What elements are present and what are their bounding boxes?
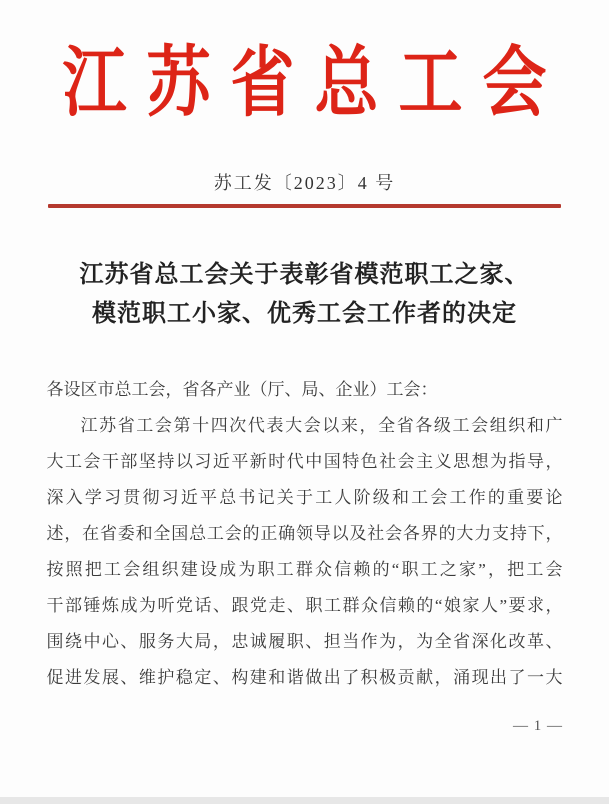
document-title: [0, 256, 609, 334]
body-line: 干部锤炼成为听党话、跟党走、职工群众信赖的“娘家人”要求，: [46, 596, 563, 615]
document-number: 苏工发〔2023〕4 号: [213, 173, 396, 193]
body-line: 促进发展、维护稳定、构建和谐做出了积极贡献，涌现出了一大: [46, 668, 563, 687]
body-line: 深入学习贯彻习近平总书记关于工人阶级和工会工作的重要论: [46, 488, 563, 507]
agency-masthead: 江苏省总工会: [62, 40, 567, 126]
scan-edge-strip: [0, 797, 609, 804]
red-divider-rule: [48, 204, 561, 208]
body-line: 围绕中心、服务大局，忠诚履职、担当作为，为全省深化改革、: [46, 632, 563, 651]
body-line: 按照把工会组织建设成为职工群众信赖的“职工之家”，把工会: [46, 560, 563, 579]
body-line: 江苏省工会第十四次代表大会以来，全省各级工会组织和广: [80, 416, 563, 435]
document-title-line-2: 模范职工小家、优秀工会工作者的决定: [92, 301, 517, 327]
body-line: 大工会干部坚持以习近平新时代中国特色社会主义思想为指导，: [46, 452, 563, 471]
document-title-line-1: 江苏省总工会关于表彰省模范职工之家、: [79, 262, 530, 288]
page-number: — 1 —: [513, 718, 563, 734]
body-paragraphs: [47, 372, 563, 696]
salutation-line: 各设区市总工会，省各产业（厅、局、企业）工会：: [46, 380, 438, 399]
body-line: 述，在省委和全国总工会的正确领导以及社会各界的大力支持下，: [46, 524, 563, 543]
